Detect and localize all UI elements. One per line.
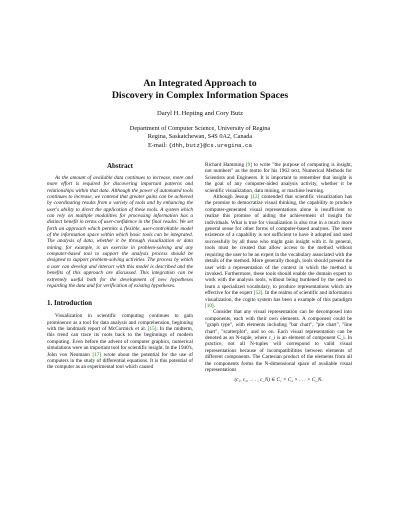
- left-column: [47, 162, 193, 371]
- right-column-body: [205, 162, 352, 384]
- introduction-paragraph-1: [47, 313, 193, 371]
- email-line: [0, 142, 400, 150]
- email-address[interactable]: {dhh,butz}@cs.uregina.ca: [168, 141, 252, 149]
- citation-link[interactable]: [10]: [205, 302, 214, 309]
- introduction-heading: 1. Introduction: [47, 299, 92, 308]
- title-line-2: Discovery in Complex Information Spaces: [111, 90, 289, 101]
- right-paragraph-1: [205, 162, 352, 194]
- paper-title: [0, 78, 400, 102]
- right-paragraph-2: [205, 194, 352, 309]
- authors: Daryl H. Hepting and Cory Butz: [156, 110, 244, 117]
- right-paragraph-3: Consider that any visual representation can be decomposed into components, each with their own elements. A component could be "graph type", with elements including "bar chart", "pie chart", "line chart", "scatterplot", and so on. Each visual representation can be denoted as an N-tuple, where c_i is an element of component C_i. In practice, not all N-tuples will correspond to valid visual representations because of incompatibilities between elements of different components. The Cartesian product of the elements from all the components forms the N-dimensional space of available visual representations: [205, 309, 352, 373]
- citation-link[interactable]: [52]: [253, 290, 263, 297]
- intro-text-2: . In the midterm, this trend can trace its roots back to the beginnings of modern computing. Even before the advent of computer graphics, numerical simulations were an important tool for scientific insight. In the 1940's, John von Neumann: [47, 326, 193, 358]
- citation-link[interactable]: [9]: [245, 162, 252, 168]
- citation-link[interactable]: [17]: [92, 351, 102, 358]
- intro-text-1: Visualization in scientific computing continues to gain prominence as a tool for data analysis and comprehension, beginning with the landmark report of McCormick et al.: [47, 313, 193, 332]
- affiliation-line-2: Regina, Saskatchewan, S4S 0A2, Canada: [147, 133, 253, 141]
- abstract-body: [47, 175, 193, 289]
- right-text-5: . In the realms of scientific and informatics visualization, the cogito system has been a example of this paradigm: [205, 290, 352, 303]
- cartesian-product-formula: (c₁, c₂, . . . , c_N) ∈ C₁ × C₂ × . . . × C_N.: [234, 377, 323, 384]
- right-text-3: Although Jessup: [213, 194, 251, 201]
- title-line-1: An Integrated Approach to: [143, 78, 257, 89]
- affiliation: [0, 125, 400, 150]
- intro-text-3: wrote about the potential for the use of computers in the study of differential equations. It is this potential of the computer as an experimental tool which caused: [47, 351, 194, 371]
- abstract-heading: Abstract: [106, 162, 134, 170]
- citation-link[interactable]: [15]: [147, 326, 157, 332]
- citation-link[interactable]: [12]: [250, 194, 260, 201]
- introduction-body: [47, 313, 193, 371]
- affiliation-line-1: Department of Computer Science, University of Regina: [129, 125, 271, 132]
- email-label: E-mail:: [148, 141, 169, 149]
- right-text-6: .: [213, 302, 215, 309]
- right-column: [205, 162, 352, 384]
- right-text-1: Richard Hamming: [205, 162, 246, 168]
- right-text-4: contended that scientific visualization has the promise to democratize visual thinking, the capability to produce computer-generated visual representations alone is insufficient to realize this promise of aiding the achievement of insight for individuals. What is true for visualization is also true in a much more general sense for other forms of computer-based analyses. The mere existence of a capability is not sufficient to have it adopted and used successfully by all those who might gain insight with it. In general, tools must be created that allow access to the method without requiring the user to be an expert in the vocabulary associated with the details of the method. More generally though, tools should present the user with a representation of the context in which the method is invoked. Furthermore, these tools should enable the domain expert to work with the analysis tools, without being burdened by the need to learn a specialized vocabulary, to produce representations which are effective for the expert: [205, 194, 352, 297]
- abstract-text: As the amount of available data continues to increase, more and more effort is required for discovering important patterns and relationships within that data. Although the power of automated tools continues to increase, we contend that greater gains can be achieved by coordinating results from a variety of tools and by enhancing the user's ability to direct the application of these tools. A system which can rely on multiple modalities for processing information has a distinct benefit in terms of user-confidence in the final results. We set forth an approach which permits a flexible, user-controllable model of the information space within which basic tools can be integrated. The analysis of data, whether it be through visualization or data mining, for example, is an exercise in problem-solving and any computer-based tool to support the analysis process should be designed to support problem-solving activities. The process by which a user can develop and interact with this model is described and the benefits of this approach are discussed. This integration can be extremely useful both for the development of new hypotheses regarding the data and for verification of existing hypotheses.: [47, 175, 193, 289]
- right-text-2: to write "the purpose of computing is insight, not numbers" as the motto for his 1962 text, Numerical Methods for Scientists and Engineers. It is important to remember that insight is the goal of any computer-aided analysis activity, whether it be scientific visualization, data mining, or machine learning.: [205, 162, 353, 194]
